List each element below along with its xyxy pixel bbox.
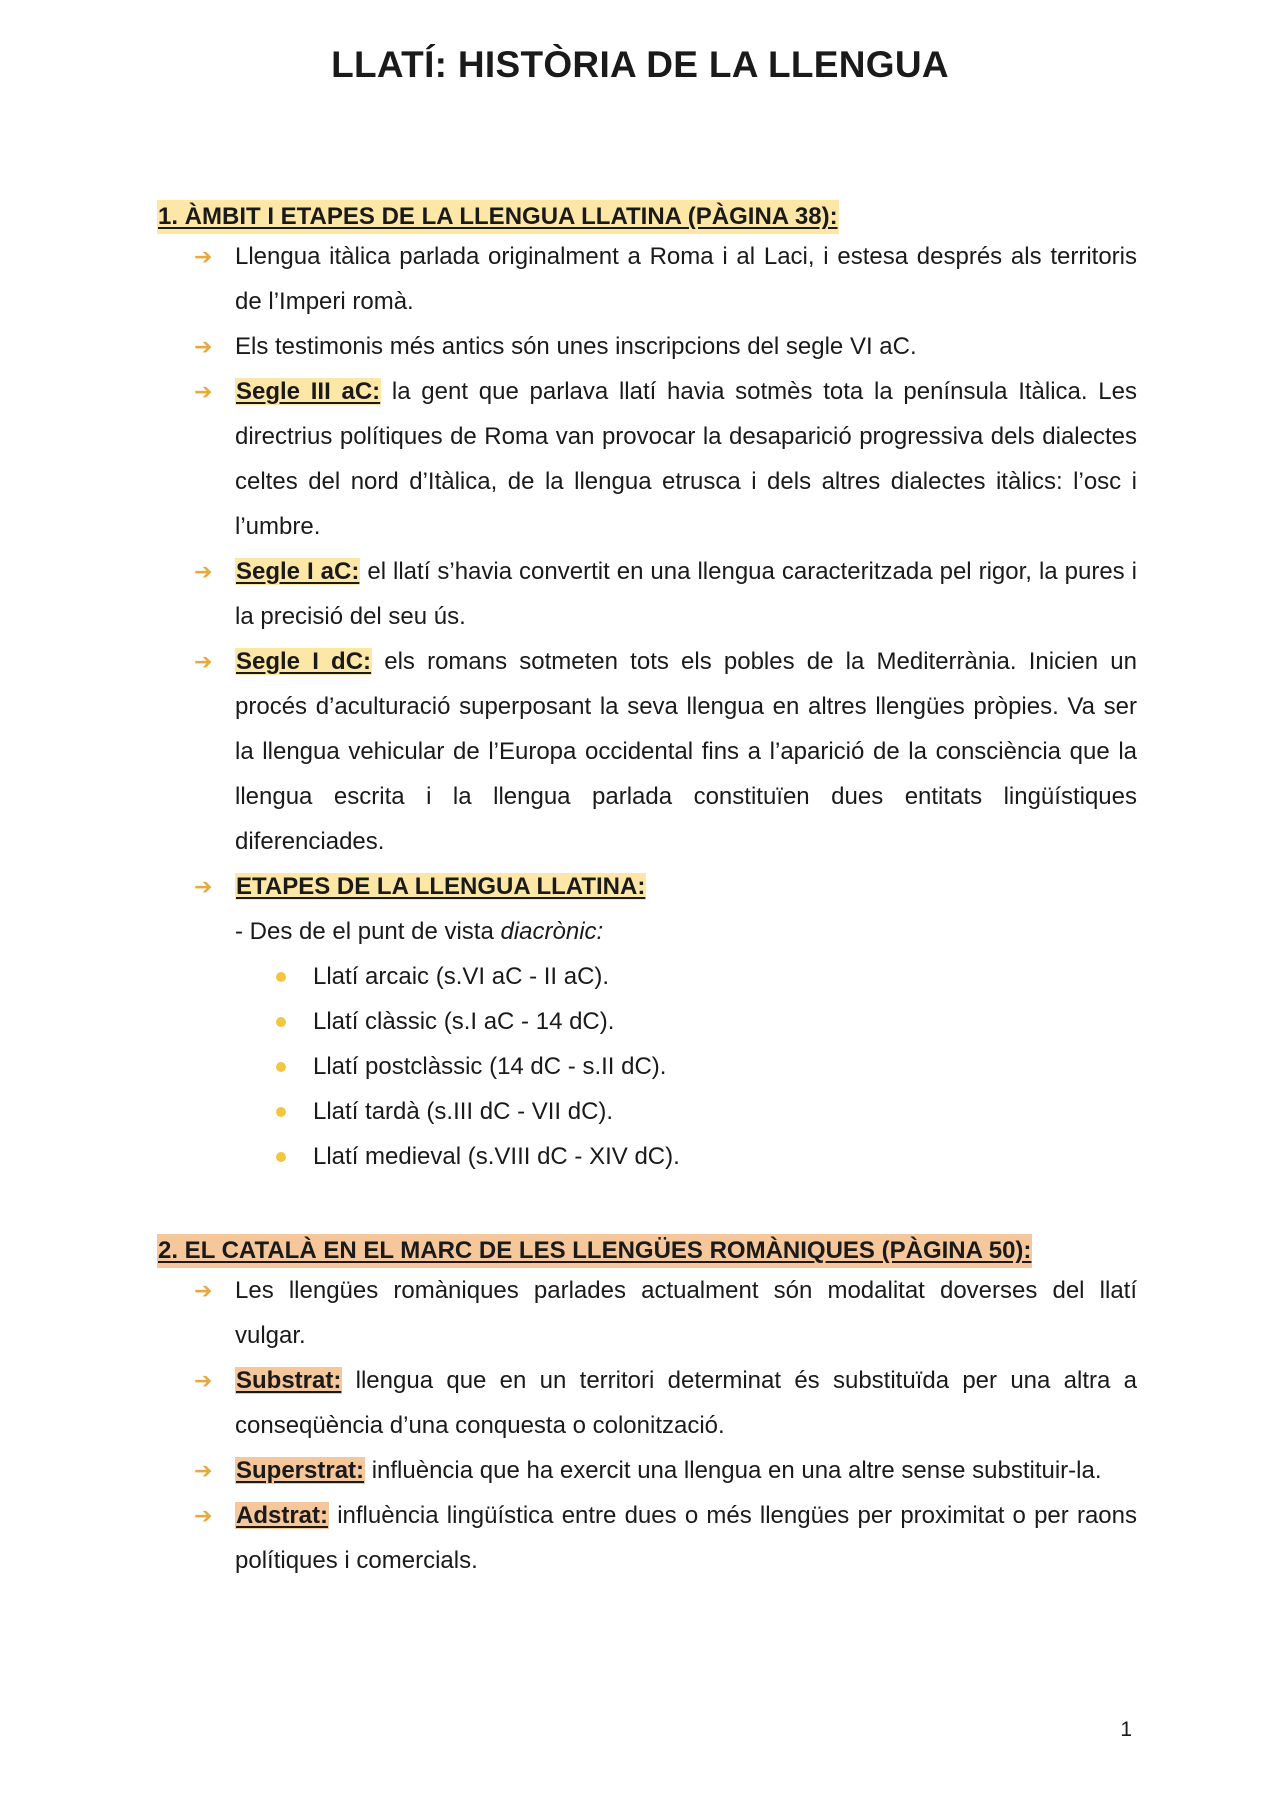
item-text: el llatí s’havia convertit en una llengua caracteritzada pel rigor, la pures i la precisió del seu ús. bbox=[235, 558, 1137, 630]
arrow-icon: ➔ bbox=[194, 379, 213, 404]
bullet-dot-icon bbox=[276, 1062, 286, 1072]
list-item-stages bbox=[157, 864, 1137, 909]
section-ambit-etapes bbox=[157, 200, 1137, 1179]
item-text: Llengua itàlica parlada originalment a Roma i al Laci, i estesa després als territoris de l’Imperi romà. bbox=[235, 243, 1137, 315]
stage-item bbox=[235, 999, 1137, 1044]
item-text: els romans sotmeten tots els pobles de la Mediterrània. Inicien un procés d’aculturació superposant la seva llengua en altres llengües pròpies. Va ser la llengua vehicular de l’Europa occidental fins a l’aparició de la consciència que la llengua escrita i la llengua parlada constituïen dues entitats lingüístiques diferenciades. bbox=[235, 648, 1137, 855]
item-text: Les llengües romàniques parlades actualment són modalitat doverses del llatí vulgar. bbox=[235, 1277, 1137, 1349]
arrow-icon: ➔ bbox=[194, 649, 213, 674]
stage-item bbox=[235, 1134, 1137, 1179]
item-text: llengua que en un territori determinat és substituïda per una altra a conseqüència d’una conquesta o colonització. bbox=[235, 1367, 1137, 1439]
section-heading: 1. ÀMBIT I ETAPES DE LA LLENGUA LLATINA (PÀGINA 38): bbox=[157, 200, 839, 234]
arrow-icon: ➔ bbox=[194, 244, 213, 269]
stages-sub-prefix: - Des de el punt de vista bbox=[235, 918, 501, 945]
term-label: Segle I aC: bbox=[236, 558, 360, 585]
section-heading: 2. EL CATALÀ EN EL MARC DE LES LLENGÜES ROMÀNIQUES (PÀGINA 50): bbox=[157, 1234, 1032, 1268]
arrow-icon: ➔ bbox=[194, 1278, 213, 1303]
bullet-list bbox=[157, 234, 1137, 909]
list-item bbox=[157, 1358, 1137, 1448]
stage-text: Llatí arcaic (s.VI aC - II aC). bbox=[313, 963, 610, 990]
arrow-icon: ➔ bbox=[194, 334, 213, 359]
list-item bbox=[157, 549, 1137, 639]
stage-item bbox=[235, 954, 1137, 999]
section-catala-romaniques bbox=[157, 1234, 1137, 1583]
list-item bbox=[157, 369, 1137, 549]
term-label: Segle III aC: bbox=[236, 378, 381, 405]
list-item bbox=[157, 1493, 1137, 1583]
stage-item bbox=[235, 1044, 1137, 1089]
stage-text: Llatí postclàssic (14 dC - s.II dC). bbox=[313, 1053, 667, 1080]
term-label: Superstrat: bbox=[236, 1457, 365, 1484]
stages-subheading bbox=[157, 909, 1137, 954]
stage-text: Llatí medieval (s.VIII dC - XIV dC). bbox=[313, 1143, 680, 1170]
stages-list bbox=[157, 954, 1137, 1179]
stage-text: Llatí clàssic (s.I aC - 14 dC). bbox=[313, 1008, 615, 1035]
list-item bbox=[157, 234, 1137, 324]
arrow-icon: ➔ bbox=[194, 874, 213, 899]
list-item bbox=[157, 1448, 1137, 1493]
stages-sub-emphasis: diacrònic: bbox=[500, 918, 604, 945]
item-text: Els testimonis més antics són unes inscripcions del segle VI aC. bbox=[235, 333, 917, 360]
term-label: Substrat: bbox=[236, 1367, 342, 1394]
arrow-icon: ➔ bbox=[194, 559, 213, 584]
term-label: Adstrat: bbox=[236, 1502, 329, 1529]
stage-text: Llatí tardà (s.III dC - VII dC). bbox=[313, 1098, 614, 1125]
item-text: influència que ha exercit una llengua en una altre sense substituir-la. bbox=[365, 1457, 1102, 1484]
bullet-list bbox=[157, 1268, 1137, 1583]
bullet-dot-icon bbox=[276, 1017, 286, 1027]
arrow-icon: ➔ bbox=[194, 1458, 213, 1483]
list-item bbox=[157, 324, 1137, 369]
bullet-dot-icon bbox=[276, 1107, 286, 1117]
item-text: la gent que parlava llatí havia sotmès tota la península Itàlica. Les directrius polítiques de Roma van provocar la desaparició progressiva dels dialectes celtes del nord d’Itàlica, de la llengua etrusca i dels altres dialectes itàlics: l’osc i l’umbre. bbox=[235, 378, 1137, 540]
page-number: 1 bbox=[1120, 1718, 1132, 1741]
term-label: ETAPES DE LA LLENGUA LLATINA: bbox=[236, 873, 646, 900]
bullet-dot-icon bbox=[276, 1152, 286, 1162]
item-text: influència lingüística entre dues o més llengües per proximitat o per raons polítiques i comercials. bbox=[235, 1502, 1137, 1574]
list-item bbox=[157, 1268, 1137, 1358]
term-label: Segle I dC: bbox=[236, 648, 372, 675]
list-item bbox=[157, 639, 1137, 864]
arrow-icon: ➔ bbox=[194, 1368, 213, 1393]
arrow-icon: ➔ bbox=[194, 1503, 213, 1528]
stage-item bbox=[235, 1089, 1137, 1134]
document-title: LLATÍ: HISTÒRIA DE LA LLENGUA bbox=[331, 44, 949, 85]
bullet-dot-icon bbox=[276, 972, 286, 982]
